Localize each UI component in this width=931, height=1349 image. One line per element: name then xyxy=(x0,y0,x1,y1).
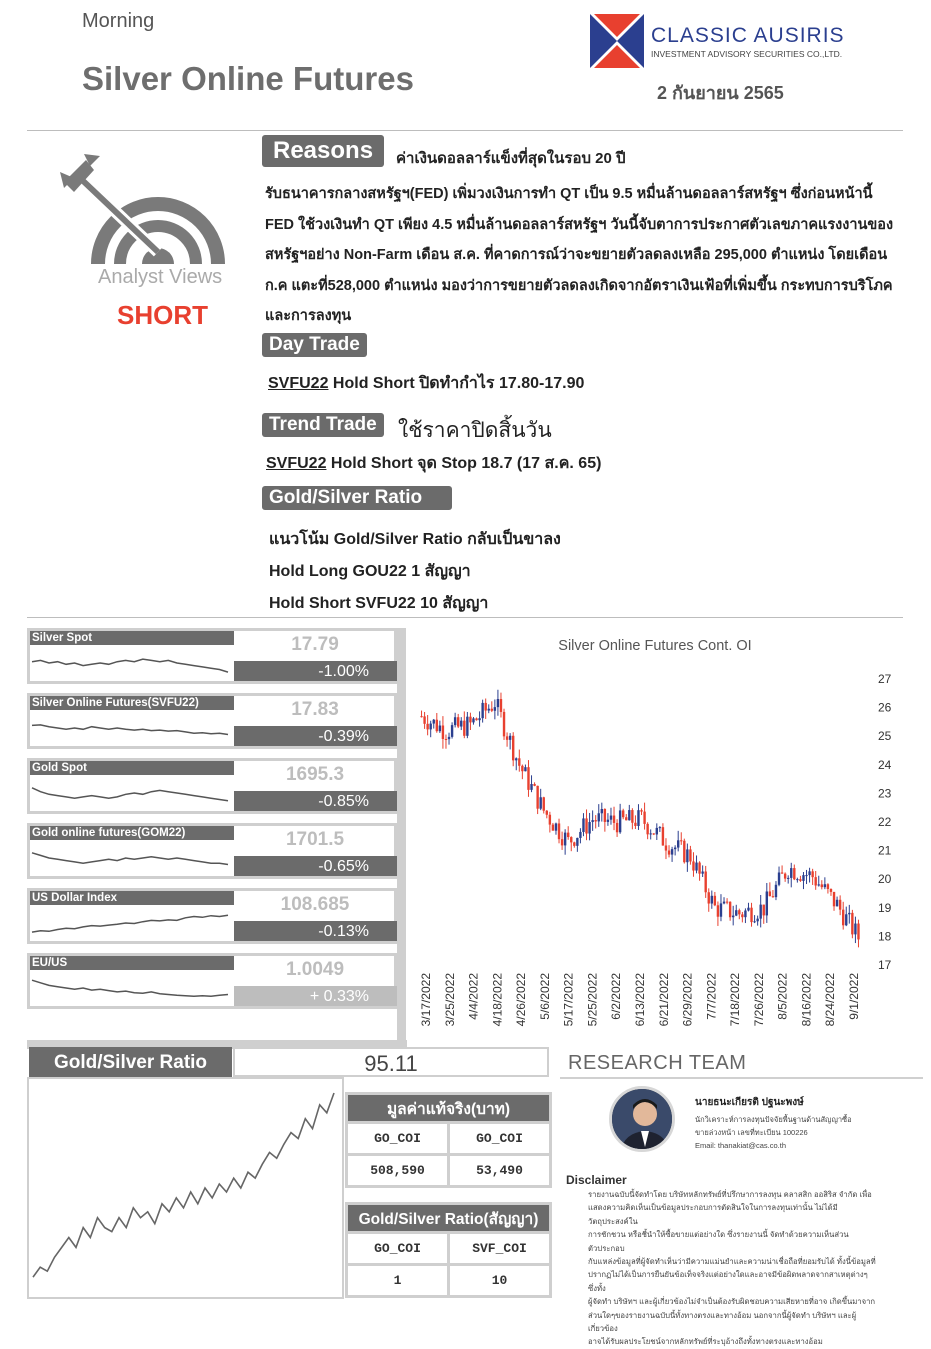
candle-body xyxy=(747,908,749,911)
divider xyxy=(560,1077,923,1079)
candle-body xyxy=(708,892,710,903)
candle-body xyxy=(637,810,639,826)
candle-body xyxy=(631,810,633,823)
candle-body xyxy=(677,840,679,847)
candle-body xyxy=(497,699,499,707)
candle-body xyxy=(665,845,667,850)
candle-body xyxy=(830,889,832,892)
reasons-headline: ค่าเงินดอลลาร์แข็งที่สุดในรอบ 20 ปี xyxy=(396,150,626,167)
candle-body xyxy=(756,919,758,922)
candle-body xyxy=(588,822,590,834)
candle-body xyxy=(582,818,584,832)
candle-body xyxy=(539,797,541,808)
candle-body xyxy=(628,810,630,820)
target-arrow-icon xyxy=(60,152,240,272)
candle-body xyxy=(750,908,752,922)
company-logo-icon xyxy=(590,14,644,68)
candle-body xyxy=(857,924,859,940)
y-tick-label: 21 xyxy=(878,843,892,858)
candle-body xyxy=(463,721,465,736)
candle-body xyxy=(436,720,438,731)
candle-body xyxy=(567,833,569,837)
market-change: -0.85% xyxy=(234,791,397,811)
analyst-info xyxy=(695,1113,852,1152)
candle-body xyxy=(668,851,670,855)
candle-body xyxy=(659,827,661,828)
market-panel xyxy=(27,628,397,684)
x-tick-label: 5/6/2022 xyxy=(537,973,552,1020)
reasons-line: สหรัฐฯอย่าง Non-Farm เดือน ส.ค. ที่คาดการณ์ว่าจะขยายตัวลดลงเหลือ 295,000 ตำแหน่ง โดยเดือน xyxy=(265,247,888,263)
candle-body xyxy=(689,849,691,861)
candle-body xyxy=(555,823,557,830)
market-value: 17.83 xyxy=(291,699,339,720)
divider-bar xyxy=(397,628,406,1045)
oi-candlestick-chart xyxy=(412,665,902,1050)
ratio-value: 95.11 xyxy=(233,1047,549,1077)
x-tick-label: 6/2/2022 xyxy=(609,973,624,1020)
candle-body xyxy=(698,863,700,874)
candle-body xyxy=(585,818,587,833)
candle-body xyxy=(601,809,603,813)
market-label: US Dollar Index xyxy=(30,891,234,905)
candle-body xyxy=(478,718,480,720)
ratio-line-chart xyxy=(29,1079,342,1297)
candle-body xyxy=(533,784,535,786)
x-tick-label: 5/25/2022 xyxy=(585,973,600,1027)
candle-body xyxy=(625,817,627,820)
intrinsic-value-table xyxy=(345,1092,552,1188)
candle-body xyxy=(763,905,765,916)
sparkline-path xyxy=(32,915,228,932)
candle-body xyxy=(439,726,441,732)
candle-body xyxy=(674,848,676,850)
market-panel xyxy=(27,823,397,879)
x-tick-label: 8/24/2022 xyxy=(823,973,838,1027)
gold-silver-ratio-tag: Gold/Silver Ratio xyxy=(262,486,452,510)
candle-body xyxy=(491,709,493,711)
trend-trade-instruction xyxy=(266,451,601,476)
candle-body xyxy=(793,868,795,879)
candle-body xyxy=(796,879,798,880)
candle-body xyxy=(799,879,801,881)
disclaimer-line: การชักชวน หรือชี้นำให้ซื้อขายแต่อย่างใด ซึ่งรายงานนี้ จัดทำด้วยความเห็นส่วนตัวประกอบ xyxy=(588,1230,849,1253)
candle-body xyxy=(656,828,658,835)
candle-body xyxy=(766,891,768,915)
candle-body xyxy=(576,838,578,846)
y-tick-label: 19 xyxy=(878,900,892,915)
sparkline-path xyxy=(32,853,228,865)
table-cell: 508,590 xyxy=(347,1155,449,1187)
candle-body xyxy=(591,820,593,822)
candle-body xyxy=(558,823,560,839)
candle-body xyxy=(842,910,844,926)
candle-body xyxy=(616,823,618,832)
y-tick-label: 27 xyxy=(878,672,892,686)
candle-body xyxy=(854,924,856,935)
trend-trade-text: Hold Short จุด Stop 18.7 (17 ส.ค. 65) xyxy=(326,455,602,472)
x-tick-label: 6/29/2022 xyxy=(680,973,695,1027)
disclaimer-title: Disclaimer xyxy=(566,1173,627,1187)
market-change: -0.39% xyxy=(234,726,397,746)
candle-body xyxy=(711,896,713,904)
candle-body xyxy=(622,810,624,817)
candle-body xyxy=(646,824,648,834)
candle-body xyxy=(753,921,755,922)
candle-body xyxy=(845,914,847,925)
candle-body xyxy=(472,718,474,722)
candle-body xyxy=(549,815,551,825)
market-change: -0.13% xyxy=(234,921,397,941)
market-label: Silver Spot xyxy=(30,631,234,645)
x-tick-label: 6/21/2022 xyxy=(656,973,671,1027)
ratio-view-line: Hold Short SVFU22 10 สัญญา xyxy=(269,595,489,612)
candle-body xyxy=(769,891,771,896)
market-label: Gold Spot xyxy=(30,761,234,775)
table-header: GO_COI xyxy=(347,1233,449,1265)
disclaimer-line: กับแหล่งข้อมูลที่ผู้จัดทำเห็นว่ามีความแม่นยำและความน่าเชื่อถือที่ยอมรับได้ ทั้งนี้ข้อมูลที่ xyxy=(588,1257,876,1267)
sparkline-path xyxy=(32,980,228,996)
candle-body xyxy=(811,871,813,877)
analyst-email[interactable]: Email: thanakiat@cas.co.th xyxy=(695,1141,786,1150)
y-tick-label: 18 xyxy=(878,929,892,944)
candle-body xyxy=(775,885,777,897)
candle-body xyxy=(735,910,737,915)
candle-body xyxy=(671,849,673,854)
ratio-line xyxy=(33,1093,334,1277)
candle-body xyxy=(429,724,431,730)
x-tick-label: 5/17/2022 xyxy=(561,973,576,1027)
analyst-name: นายธนะเกียรติ ปฐนะพงษ์ xyxy=(695,1097,804,1108)
ratio-view-line: Hold Long GOU22 1 สัญญา xyxy=(269,563,471,580)
candle-body xyxy=(649,833,651,834)
candle-body xyxy=(518,758,520,766)
ratio-label: Gold/Silver Ratio xyxy=(29,1047,232,1077)
candle-body xyxy=(536,786,538,809)
reasons-tag: Reasons xyxy=(262,135,384,167)
x-tick-label: 8/16/2022 xyxy=(799,973,814,1027)
candle-body xyxy=(457,717,459,726)
candle-body xyxy=(759,905,761,919)
market-panel xyxy=(27,693,397,749)
day-trade-tag: Day Trade xyxy=(262,333,367,357)
company-subtitle: INVESTMENT ADVISORY SECURITIES CO.,LTD. xyxy=(651,49,843,59)
reasons-line: ก.ค แตะที่528,000 ตำแหน่ง มองว่าการขยายตัวลดลงเกิดจากอัตราเงินเฟ้อที่เพิ่มขึ้น กระทบการบริโภค xyxy=(265,277,893,294)
market-sparkline xyxy=(30,840,234,876)
trend-trade-symbol: SVFU22 xyxy=(266,455,327,472)
disclaimer-text xyxy=(588,1188,878,1349)
position-label: SHORT xyxy=(117,300,208,330)
x-tick-label: 9/1/2022 xyxy=(847,973,861,1020)
y-tick-label: 22 xyxy=(878,815,892,829)
candle-body xyxy=(594,820,596,821)
day-trade-text: Hold Short ปิดทำกำไร 17.80-17.90 xyxy=(328,375,585,392)
report-date: 2 กันยายน 2565 xyxy=(657,83,784,103)
market-sparkline xyxy=(30,970,234,1006)
sparkline-path xyxy=(32,659,228,672)
candle-body xyxy=(466,717,468,736)
divider xyxy=(27,617,903,618)
research-team-title: RESEARCH TEAM xyxy=(568,1052,747,1074)
y-tick-label: 17 xyxy=(878,958,892,972)
x-tick-label: 7/26/2022 xyxy=(751,973,766,1027)
market-sparkline xyxy=(30,905,234,941)
x-tick-label: 4/18/2022 xyxy=(490,973,505,1027)
table-cell: 1 xyxy=(347,1265,449,1297)
y-tick-label: 26 xyxy=(878,700,892,715)
candle-body xyxy=(814,877,816,885)
market-value: 1695.3 xyxy=(285,764,345,785)
candle-body xyxy=(808,871,810,875)
candle-body xyxy=(454,717,456,725)
x-tick-label: 3/25/2022 xyxy=(442,973,457,1027)
candle-body xyxy=(723,902,725,904)
x-tick-label: 7/7/2022 xyxy=(704,973,719,1020)
person-icon xyxy=(612,1089,675,1152)
candle-body xyxy=(481,703,483,718)
market-label: Gold online futures(GOM22) xyxy=(30,826,234,840)
market-label: EU/US xyxy=(30,956,234,970)
candle-body xyxy=(598,813,600,821)
disclaimer-line: รายงานฉบับนี้จัดทำโดย บริษัทหลักทรัพย์ที่ปรึกษาการลงทุน คลาสสิก ออสิริส จำกัด เพื่อ xyxy=(588,1190,872,1199)
market-panel xyxy=(27,953,397,1009)
candle-body xyxy=(420,716,422,717)
disclaimer-line: ผู้จัดทำ บริษัทฯ และผู้เกี่ยวข้องไม่จำเป็นต้องรับผิดชอบความเสียหายที่อาจ เกิดขึ้นมาจาก xyxy=(588,1297,876,1307)
table-title: Gold/Silver Ratio(สัญญา) xyxy=(347,1204,551,1233)
session-label: Morning xyxy=(82,10,155,32)
candle-body xyxy=(494,707,496,711)
candle-body xyxy=(821,884,823,887)
ratio-view-line: แนวโน้ม Gold/Silver Ratio กลับเป็นขาลง xyxy=(269,531,561,548)
market-change: -1.00% xyxy=(234,661,397,681)
candle-body xyxy=(784,874,786,879)
candle-body xyxy=(839,900,841,910)
candle-body xyxy=(717,905,719,916)
reasons-body xyxy=(265,179,913,332)
candle-body xyxy=(423,716,425,723)
candle-body xyxy=(579,832,581,838)
candle-body xyxy=(772,896,774,897)
candle-body xyxy=(662,827,664,845)
x-tick-label: 4/26/2022 xyxy=(514,973,529,1027)
candle-body xyxy=(726,902,728,903)
candle-body xyxy=(824,884,826,887)
candle-body xyxy=(695,863,697,871)
candle-body xyxy=(475,718,477,720)
candle-body xyxy=(833,892,835,906)
reasons-line: FED ใช้วงเงินทำ QT เพียง 4.5 หมื่นล้านดอลลาร์สหรัฐฯ วันนี้จับตาการประกาศตัวเลขภาคแรงงานของ xyxy=(265,216,894,233)
analyst-avatar xyxy=(609,1086,675,1152)
market-panel xyxy=(27,888,397,944)
page-title: Silver Online Futures xyxy=(82,60,414,97)
candle-body xyxy=(714,896,716,905)
analyst-info-line: นักวิเคราะห์การลงทุนปัจจัยพื้นฐานด้านสัญญาซื้อ xyxy=(695,1115,852,1124)
candle-body xyxy=(515,758,517,760)
candle-body xyxy=(720,903,722,916)
candle-body xyxy=(607,820,609,822)
analyst-views-caption: Analyst Views xyxy=(98,266,223,288)
market-change: -0.65% xyxy=(234,856,397,876)
candle-body xyxy=(442,726,444,739)
chart-title: Silver Online Futures Cont. OI xyxy=(558,638,752,654)
candle-body xyxy=(527,767,529,790)
candle-body xyxy=(469,717,471,723)
candle-body xyxy=(604,809,606,822)
trend-trade-tag: Trend Trade xyxy=(262,413,384,437)
analyst-info-line: ขายล่วงหน้า เลขที่ทะเบียน 100226 xyxy=(695,1128,808,1137)
candle-body xyxy=(433,720,435,724)
candle-body xyxy=(634,823,636,826)
market-sparkline xyxy=(30,645,234,681)
disclaimer-line: ส่วนใดๆของรายงานฉบับนี้ทั้งทางตรงและทางอ้อม นอกจากนี้ผู้จัดทำ บริษัทฯ และผู้เกี่ยวข้อง xyxy=(588,1310,857,1334)
candle-body xyxy=(744,911,746,918)
company-name: CLASSIC AUSIRIS xyxy=(651,24,845,47)
candle-body xyxy=(530,784,532,790)
candle-body xyxy=(610,816,612,820)
candle-body xyxy=(613,816,615,823)
candle-body xyxy=(573,842,575,845)
table-cell: 10 xyxy=(449,1265,551,1297)
market-sparkline xyxy=(30,775,234,811)
market-sparkline xyxy=(30,710,234,746)
candle-body xyxy=(805,875,807,876)
market-value: 108.685 xyxy=(280,894,350,915)
candle-body xyxy=(524,767,526,771)
candle-body xyxy=(827,884,829,889)
market-label: Silver Online Futures(SVFU22) xyxy=(30,696,234,710)
x-tick-label: 7/18/2022 xyxy=(728,973,743,1027)
candle-body xyxy=(692,861,694,870)
candle-body xyxy=(546,811,548,815)
table-title: มูลค่าแท้จริง(บาท) xyxy=(347,1094,551,1123)
table-header: GO_COI xyxy=(449,1123,551,1155)
candle-body xyxy=(781,873,783,874)
candle-body xyxy=(729,902,731,917)
disclaimer-line: แสดงความคิดเห็นเป็นข้อมูลประกอบการตัดสินใจในการลงทุนเท่านั้น ไม่ได้มีวัตถุประสงค์ใน xyxy=(588,1203,838,1226)
candle-body xyxy=(564,833,566,846)
candle-body xyxy=(686,849,688,862)
candle-body xyxy=(836,900,838,907)
table-cell: 53,490 xyxy=(449,1155,551,1187)
candle-body xyxy=(570,837,572,842)
candle-body xyxy=(451,725,453,737)
market-value: 17.79 xyxy=(291,634,339,655)
day-trade-instruction xyxy=(268,371,584,396)
candle-body xyxy=(552,825,554,831)
sparkline-path xyxy=(32,788,228,801)
candle-body xyxy=(701,871,703,873)
candle-body xyxy=(848,913,850,914)
candle-body xyxy=(741,914,743,917)
x-tick-label: 4/4/2022 xyxy=(466,973,481,1020)
candle-body xyxy=(484,703,486,711)
candle-body xyxy=(543,797,545,810)
candle-body xyxy=(503,712,505,736)
ratio-contract-table xyxy=(345,1202,552,1298)
market-panel xyxy=(27,758,397,814)
candle-body xyxy=(683,841,685,862)
market-value: 1.0049 xyxy=(285,959,345,980)
x-tick-label: 3/17/2022 xyxy=(419,973,433,1027)
x-tick-label: 8/5/2022 xyxy=(775,973,790,1020)
candle-body xyxy=(732,916,734,918)
disclaimer-line: อาจได้รับผลประโยชน์จากหลักทรัพย์ที่ระบุอ้างถึงทั้งทางตรงและทางอ้อม xyxy=(588,1337,823,1347)
candle-body xyxy=(790,868,792,878)
candle-body xyxy=(778,873,780,885)
candle-body xyxy=(787,878,789,879)
x-tick-label: 6/13/2022 xyxy=(633,973,647,1027)
candle-body xyxy=(643,812,645,824)
divider xyxy=(27,130,903,131)
candle-body xyxy=(704,871,706,892)
candle-body xyxy=(653,833,655,834)
table-header: SVF_COI xyxy=(449,1233,551,1265)
market-value: 1701.5 xyxy=(285,829,345,850)
candle-body xyxy=(506,736,508,739)
candle-body xyxy=(802,875,804,881)
candle-body xyxy=(448,737,450,739)
candle-body xyxy=(640,810,642,811)
candle-body xyxy=(500,699,502,712)
trend-trade-note: ใช้ราคาปิดสิ้นวัน xyxy=(398,419,552,442)
candle-body xyxy=(680,840,682,841)
candle-body xyxy=(851,913,853,935)
table-header: GO_COI xyxy=(347,1123,449,1155)
sparkline-path xyxy=(32,725,228,735)
day-trade-symbol: SVFU22 xyxy=(268,375,329,392)
candle-body xyxy=(512,736,514,761)
y-tick-label: 24 xyxy=(878,757,892,772)
candle-body xyxy=(426,724,428,730)
reasons-line: รับธนาคารกลางสหรัฐฯ(FED) เพิ่มวงเงินการทำ QT เป็น 9.5 หมื่นล้านดอลลาร์สหรัฐฯ ซึ่งก่อนหน้านี้ xyxy=(265,186,873,202)
disclaimer-line: ปรากฏไม่ได้เป็นการยืนยันข้อเท็จจริงแต่อย่างใดและอาจมีข้อผิดพลาดจากสาเหตุต่างๆ ซึ่งทั้ง xyxy=(588,1270,868,1293)
candle-body xyxy=(818,884,820,885)
candle-body xyxy=(561,839,563,845)
reasons-line: และการลงทุน xyxy=(265,308,352,324)
ratio-chart-frame xyxy=(27,1077,344,1299)
market-change: + 0.33% xyxy=(234,986,397,1006)
y-tick-label: 25 xyxy=(878,729,892,744)
candle-body xyxy=(619,810,621,832)
y-tick-label: 23 xyxy=(878,786,892,801)
candle-body xyxy=(445,739,447,740)
candle-body xyxy=(460,721,462,727)
y-tick-label: 20 xyxy=(878,872,892,887)
candle-body xyxy=(509,736,511,740)
candle-body xyxy=(488,709,490,711)
candle-body xyxy=(738,910,740,914)
candle-body xyxy=(521,766,523,771)
